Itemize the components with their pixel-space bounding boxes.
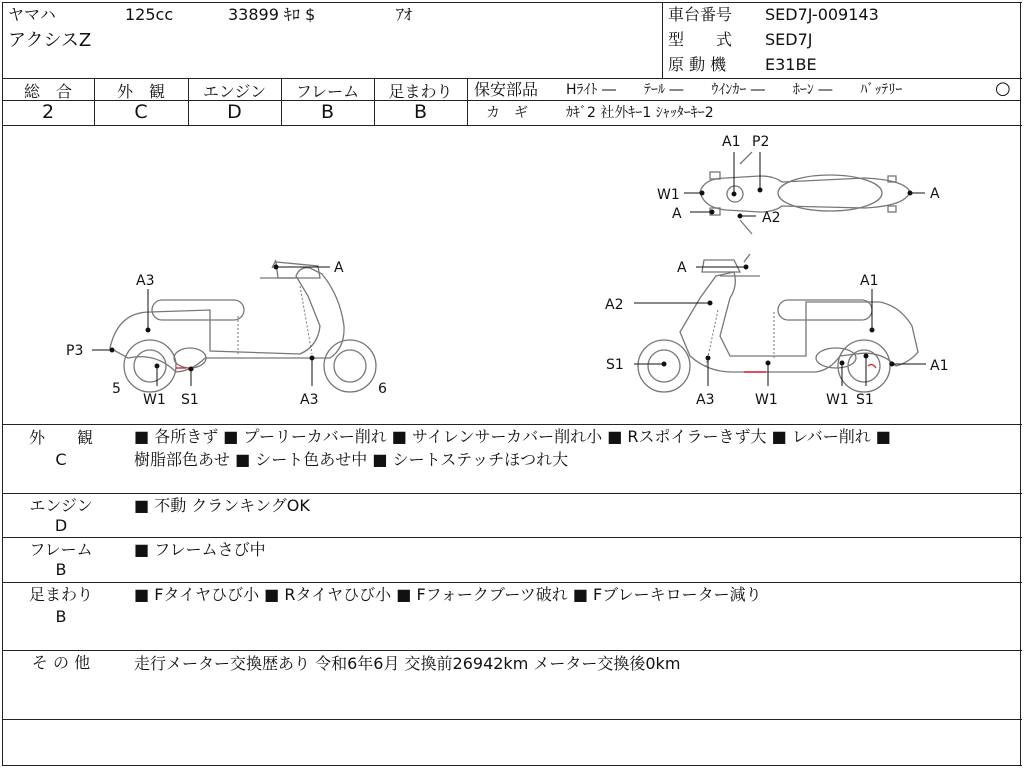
model-name: アクシスZ xyxy=(8,30,92,51)
diagram-label: 5 xyxy=(112,381,121,397)
key-text: ｶｷﾞ2 社外ｷｰ1 ｼｬｯﾀｰｷｰ2 xyxy=(566,105,714,121)
border-top xyxy=(2,2,1022,3)
section-frame-grade: B xyxy=(55,560,67,579)
grade-engine-value: D xyxy=(227,101,242,123)
damage-diagram xyxy=(0,126,1020,423)
diagram-label: A xyxy=(672,206,682,222)
section-line-5 xyxy=(2,719,1022,720)
diagram-label: A xyxy=(930,186,940,202)
grade-overall-label: 総 合 xyxy=(23,82,72,101)
displacement: 125cc xyxy=(125,5,174,24)
diagram-label: A2 xyxy=(762,210,781,226)
diagram-label: A3 xyxy=(136,273,155,289)
section-exterior-grade: C xyxy=(55,450,67,469)
section-suspension-label: 足まわり xyxy=(28,585,93,604)
grade-frame-label: フレーム xyxy=(295,82,360,101)
diagram-label: S1 xyxy=(606,357,624,373)
grade-suspension-label: 足まわり xyxy=(388,82,453,101)
engine-label: 原 動 機 xyxy=(668,55,727,74)
diagram-label: A xyxy=(334,260,344,276)
grade-suspension-value: B xyxy=(413,101,428,123)
diagram-label: A xyxy=(677,260,687,276)
grade-frame-value: B xyxy=(320,101,335,123)
section-suspension-grade: B xyxy=(55,607,67,626)
battery-mark: ○ xyxy=(995,78,1011,99)
section-engine-grade: D xyxy=(54,516,68,535)
diagram-label: 6 xyxy=(378,381,387,397)
scooter-top-view xyxy=(700,152,910,234)
diagram-label: W1 xyxy=(826,392,849,408)
safety-items: Hﾗｲﾄ ― ﾃｰﾙ ― ｳｲﾝｶｰ ― ﾎｰﾝ ― ﾊﾞｯﾃﾘｰ xyxy=(566,82,903,98)
section-line-4 xyxy=(2,650,1022,651)
border-bottom xyxy=(2,765,1022,766)
frame-no-label: 車台番号 xyxy=(668,5,733,24)
safety-label: 保安部品 xyxy=(474,80,539,99)
header-divider xyxy=(662,2,663,78)
section-frame-label: フレーム xyxy=(29,540,93,559)
grade-exterior-value: C xyxy=(134,101,148,123)
section-other-text: 走行メーター交換歴あり 令和6年6月 交換前26942km メーター交換後0km xyxy=(134,654,681,673)
grade-col-5 xyxy=(467,78,468,125)
diagram-label: A1 xyxy=(930,358,949,374)
diagram-label: W1 xyxy=(755,392,778,408)
grade-exterior-label: 外 観 xyxy=(116,82,165,101)
key-label: カ ギ xyxy=(486,105,528,121)
diagram-label: S1 xyxy=(181,392,199,408)
diagram-label: W1 xyxy=(657,187,680,203)
maker: ヤマハ xyxy=(8,5,56,24)
diagram-label: A3 xyxy=(696,392,715,408)
section-other-label: そ の 他 xyxy=(31,653,91,672)
diagram-label: A1 xyxy=(860,273,879,289)
diagram-label: A3 xyxy=(300,392,319,408)
grade-overall-value: 2 xyxy=(41,101,55,123)
border-right xyxy=(1020,2,1021,766)
type-value: SED7J xyxy=(765,30,813,49)
diagram-label: P2 xyxy=(752,134,770,150)
grade-engine-label: エンジン xyxy=(202,82,267,101)
diagram-label: S1 xyxy=(856,392,874,408)
type-label: 型 式 xyxy=(668,30,733,49)
price: 33899 ｷﾛ $ xyxy=(228,5,316,24)
section-suspension-text: ■ Fタイヤひび小 ■ Rタイヤひび小 ■ Fフォークブーツ破れ ■ Fブレーキローター減り xyxy=(134,585,762,604)
diagram-label: P3 xyxy=(66,343,84,359)
frame-no: SED7J-009143 xyxy=(765,5,879,24)
engine-value: E31BE xyxy=(765,55,817,74)
section-engine-label: エンジン xyxy=(29,496,93,515)
section-exterior-text: ■ 各所きず ■ プーリーカバー削れ ■ サイレンサーカバー削れ小 ■ Rスポイラーきず大 ■ レバー削れ ■ 樹脂部色あせ ■ シート色あせ中 ■ シートステッチほつれ大 xyxy=(134,427,891,469)
section-frame-text: ■ フレームさび中 xyxy=(134,540,266,559)
diagram-label: A2 xyxy=(605,297,624,313)
diagram-label: W1 xyxy=(143,392,166,408)
section-exterior-label: 外 観 xyxy=(28,428,93,447)
diagram-label: A1 xyxy=(722,134,741,150)
color: ｱｵ xyxy=(396,5,413,24)
safety-row-line xyxy=(468,100,1020,101)
section-engine-text: ■ 不動 クランキングOK xyxy=(134,496,310,515)
